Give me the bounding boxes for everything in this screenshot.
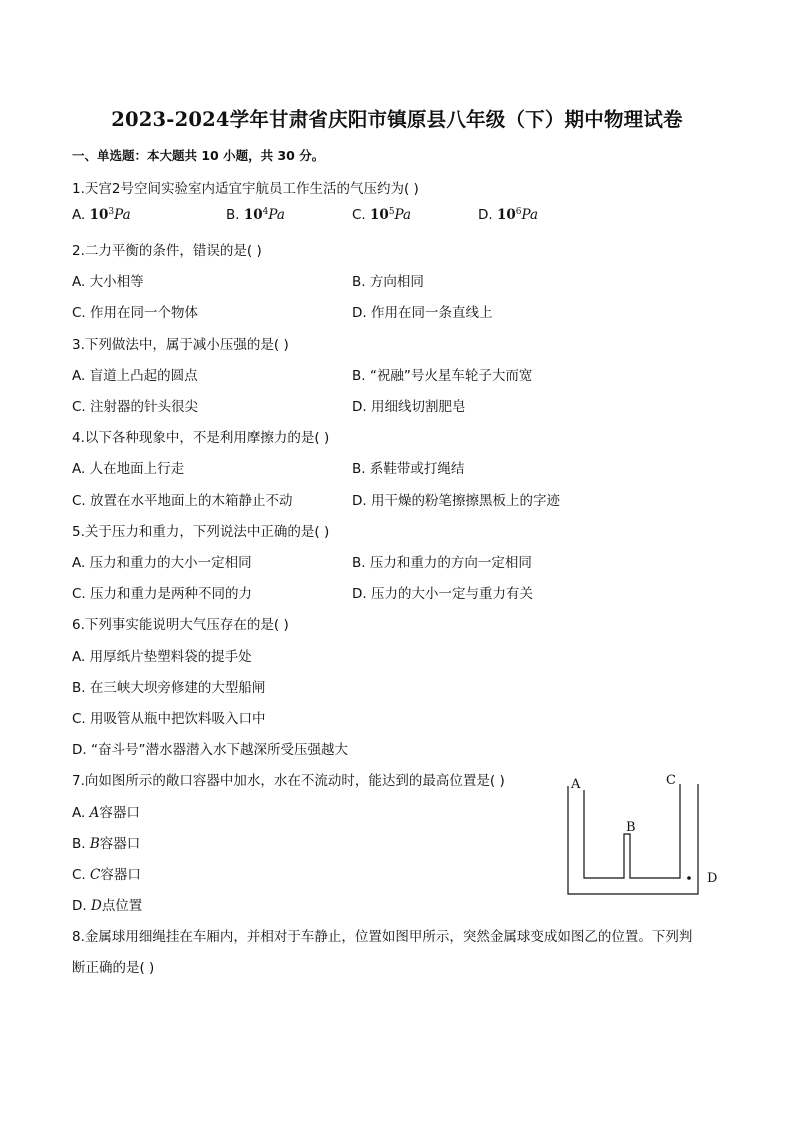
label-c: C [666,773,676,788]
question-7-option-a: A. A容器口 [72,805,140,821]
question-1-option-b: B. $10^4Pa$ [226,207,285,223]
question-6-option-c: C. 用吸管从瓶中把饮料吸入口中 [72,711,266,727]
label-d: D [707,871,718,886]
question-2-option-c: C. 作用在同一个物体 [72,305,199,321]
question-3-option-b: B. “祝融”号火星车轮子大而宽 [352,368,533,384]
question-7-option-c: C. C容器口 [72,867,141,883]
question-7-option-b: B. B容器口 [72,836,141,852]
question-4-option-b: B. 系鞋带或打绳结 [352,461,465,477]
question-6-stem: 6.下列事实能说明大气压存在的是( ) [72,617,289,633]
question-4-option-c: C. 放置在水平地面上的木箱静止不动 [72,493,293,509]
question-2-option-a: A. 大小相等 [72,274,144,290]
question-2-stem: 2.二力平衡的条件，错误的是( ) [72,243,262,259]
question-2-option-b: B. 方向相同 [352,274,424,290]
question-8-stem-line-1: 8.金属球用细绳挂在车厢内，并相对于车静止，位置如图甲所示，突然金属球变成如图乙的位置。下列判 [72,929,693,945]
point-d-marker [687,876,691,880]
question-3-option-d: D. 用细线切割肥皂 [352,399,466,415]
question-1-stem: 1.天宫2号空间实验室内适宜宇航员工作生活的气压约为( ) [72,181,419,197]
label-a: A [571,777,581,792]
question-1-option-a: A. $10^3Pa$ [72,207,131,223]
question-4-option-a: A. 人在地面上行走 [72,461,185,477]
question-5-option-b: B. 压力和重力的方向一定相同 [352,555,532,571]
question-6-option-b: B. 在三峡大坝旁修建的大型船闸 [72,680,266,696]
page-title: 2023-2024学年甘肃省庆阳市镇原县八年级（下）期中物理试卷 [111,108,683,131]
question-1-option-c: C. $10^5Pa$ [352,207,412,223]
question-5-option-d: D. 压力的大小一定与重力有关 [352,586,533,602]
question-5-stem: 5.关于压力和重力，下列说法中正确的是( ) [72,524,330,540]
question-6-option-a: A. 用厚纸片垫塑料袋的提手处 [72,649,252,665]
question-7-stem: 7.向如图所示的敞口容器中加水，水在不流动时，能达到的最高位置是( ) [72,773,505,789]
question-5-option-c: C. 压力和重力是两种不同的力 [72,586,253,602]
question-3-option-a: A. 盲道上凸起的圆点 [72,368,198,384]
label-b: B [626,820,636,835]
question-8-stem-line-2: 断正确的是( ) [72,960,155,976]
question-4-option-d: D. 用干燥的粉笔擦擦黑板上的字迹 [352,493,560,509]
question-3-stem: 3.下列做法中，属于减小压强的是( ) [72,337,289,353]
question-3-option-c: C. 注射器的针头很尖 [72,399,199,415]
question-1-option-d: D. $10^6Pa$ [478,207,539,223]
section-heading: 一、单选题：本大题共 10 小题，共 30 分。 [72,148,325,163]
question-5-option-a: A. 压力和重力的大小一定相同 [72,555,252,571]
question-2-option-d: D. 作用在同一条直线上 [352,305,493,321]
question-7-option-d: D. D点位置 [72,898,143,914]
question-6-option-d: D. “奋斗号”潜水器潜入水下越深所受压强越大 [72,742,348,758]
connected-containers-diagram [560,768,730,898]
question-4-stem: 4.以下各种现象中，不是利用摩擦力的是( ) [72,430,330,446]
